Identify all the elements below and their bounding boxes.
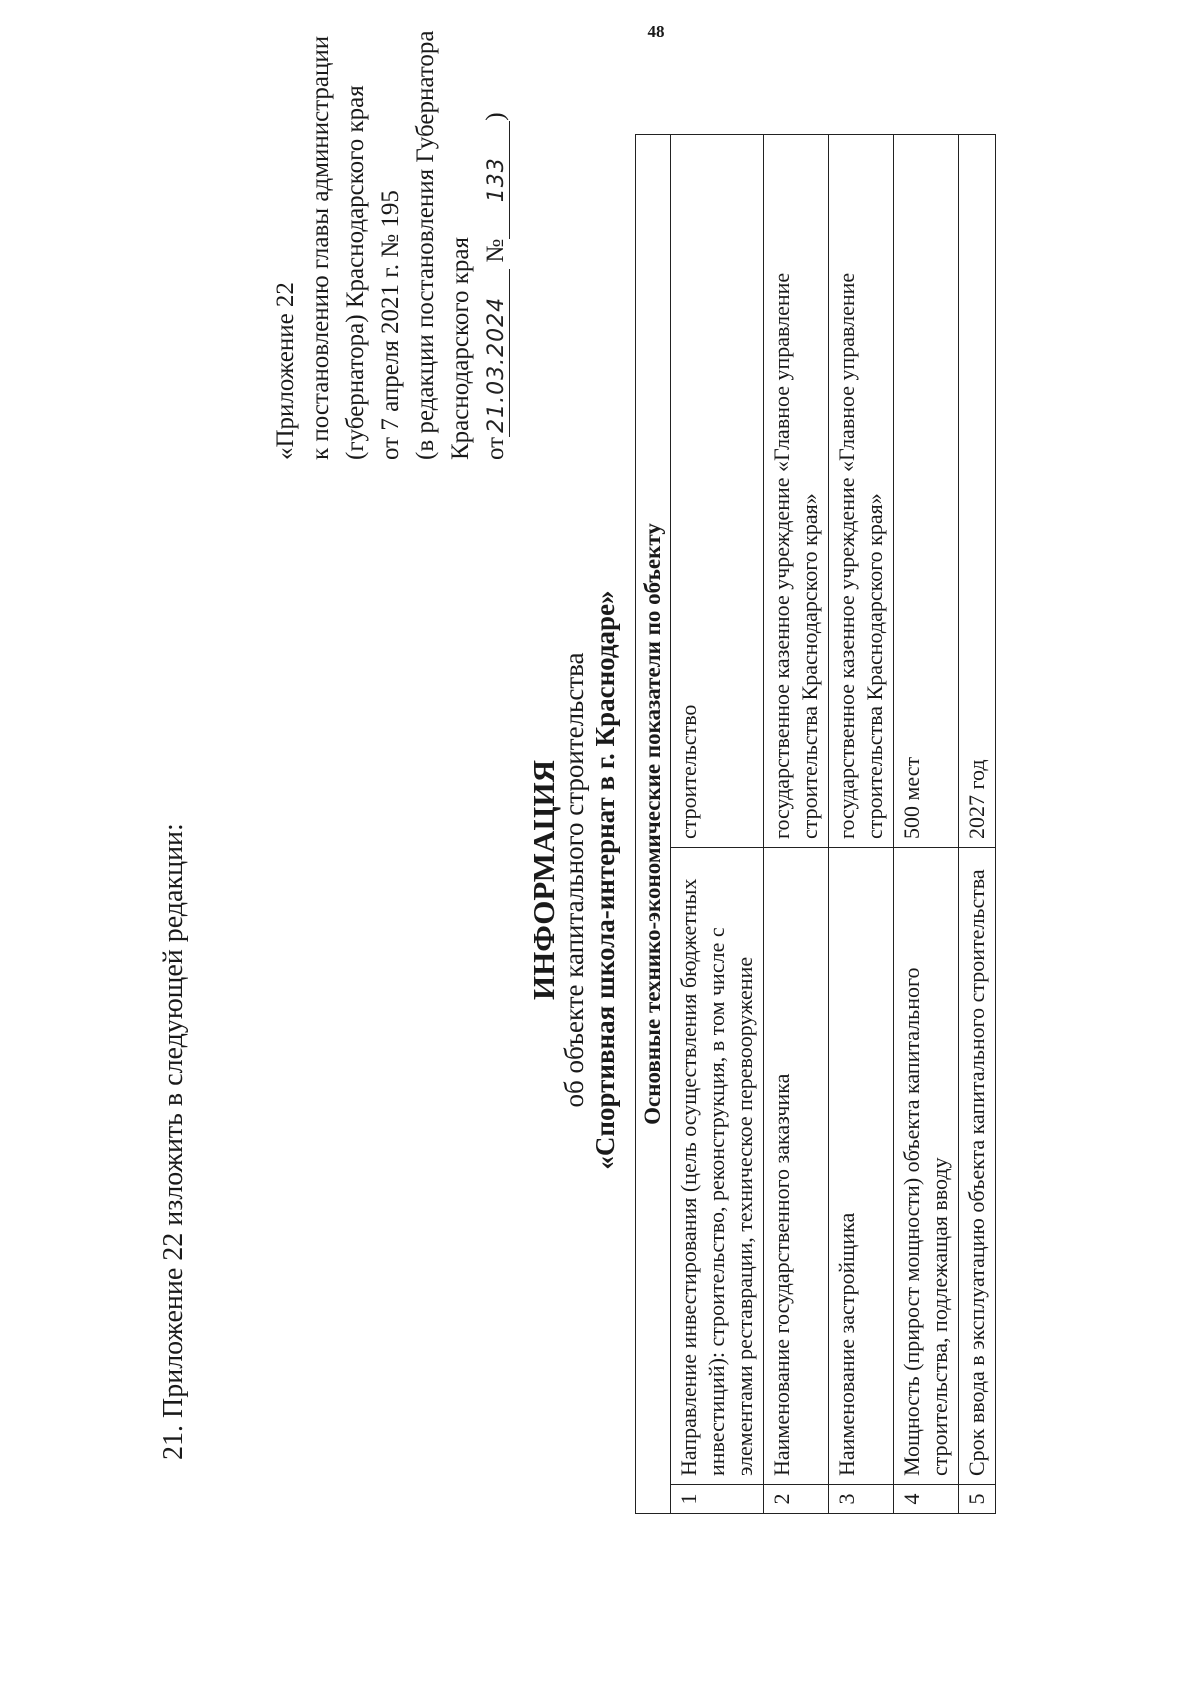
- date-prefix: от: [482, 436, 509, 460]
- document-heading: [528, 430, 621, 1330]
- row-value: строительство: [671, 135, 764, 848]
- row-number: 5: [959, 1485, 996, 1514]
- table-row: [894, 135, 959, 1514]
- row-label: Мощность (прирост мощности) объекта капитального строительства, подлежащая вводу: [894, 848, 959, 1485]
- table-row: [764, 135, 829, 1514]
- table-header: Основные технико-экономические показатели по объекту: [636, 135, 671, 1514]
- row-value: 2027 год: [959, 135, 996, 848]
- indicators-table: [635, 134, 996, 1514]
- row-number: 2: [764, 1485, 829, 1514]
- table-header-row: [636, 135, 671, 1514]
- document-title: ИНФОРМАЦИЯ: [526, 760, 561, 1000]
- row-label: Наименование государственного заказчика: [764, 848, 829, 1485]
- row-label: Срок ввода в эксплуатацию объекта капитального строительства: [959, 848, 996, 1485]
- row-value: государственное казенное учреждение «Главное управление строительства Краснодарского края»: [764, 135, 829, 848]
- appendix-note: [268, 30, 513, 460]
- page-number: 48: [647, 22, 665, 41]
- row-number: 4: [894, 1485, 959, 1514]
- appendix-line-1: «Приложение 22: [272, 282, 299, 460]
- handwritten-date: 21.03.2024: [485, 269, 510, 437]
- appendix-line-3: (губернатора) Краснодарского края: [342, 85, 369, 460]
- table-row: [829, 135, 894, 1514]
- row-number: 3: [829, 1485, 894, 1514]
- table-row: [959, 135, 996, 1514]
- object-name: «Спортивная школа-интернат в г. Краснодаре»: [590, 590, 620, 1170]
- handwritten-number: 133: [485, 121, 510, 239]
- appendix-line-6: Краснодарского края: [447, 237, 474, 460]
- table-row: [671, 135, 764, 1514]
- appendix-line-5: (в редакции постановления Губернатора: [412, 30, 439, 460]
- row-label: Направление инвестирования (цель осуществления бюджетных инвестиций): строительство, реконструкция, в том числе с элементами реставрации, техническое перевооружение: [671, 848, 764, 1485]
- appendix-line-4: от 7 апреля 2021 г. № 195: [377, 190, 404, 460]
- number-prefix: №: [482, 238, 509, 263]
- row-value: государственное казенное учреждение «Главное управление строительства Краснодарского края»: [829, 135, 894, 848]
- row-value: 500 мест: [894, 135, 959, 848]
- document-subtitle: об объекте капитального строительства: [559, 652, 589, 1108]
- appendix-date-line: [478, 30, 513, 460]
- row-label: Наименование застройщика: [829, 848, 894, 1485]
- intro-line: 21. Приложение 22 изложить в следующей редакции:: [158, 823, 189, 1460]
- closing-paren: ): [482, 112, 509, 121]
- appendix-line-2: к постановлению главы администрации: [307, 35, 334, 460]
- row-number: 1: [671, 1485, 764, 1514]
